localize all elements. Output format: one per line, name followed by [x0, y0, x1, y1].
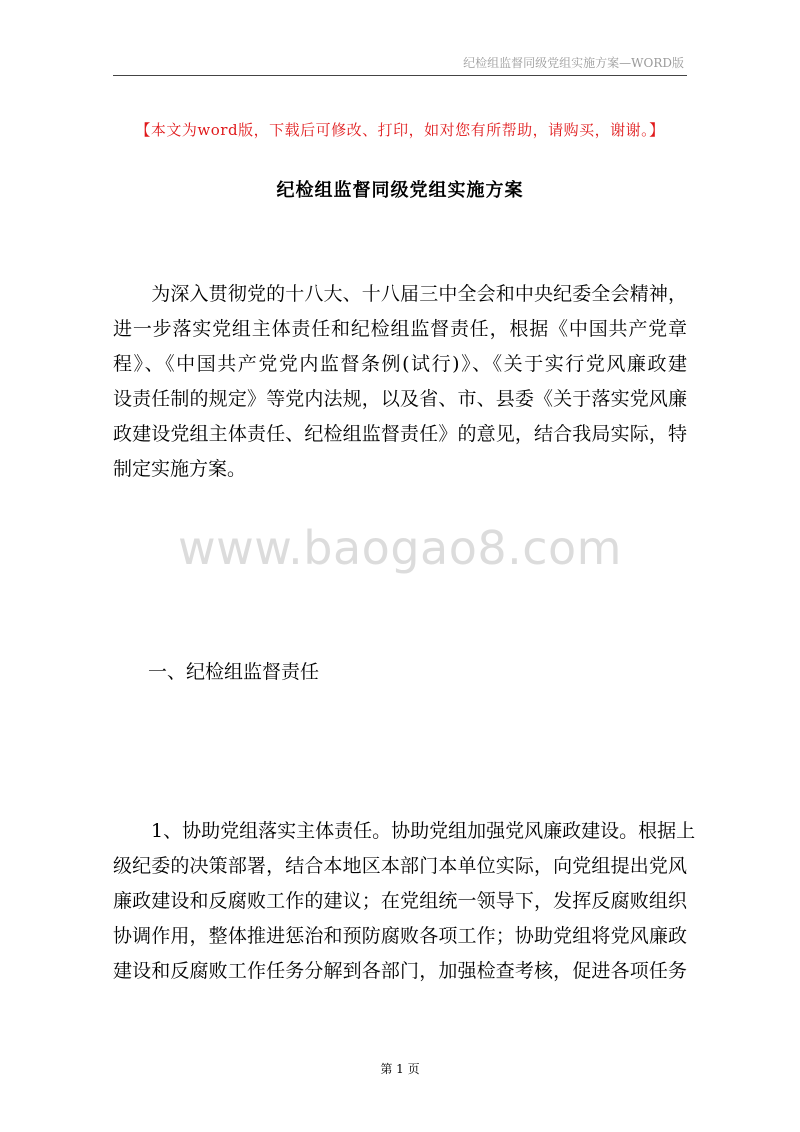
document-title: 纪检组监督同级党组实施方案 — [276, 180, 524, 201]
intro-paragraph — [113, 277, 687, 487]
section-heading: 一、纪检组监督责任 — [148, 661, 320, 683]
paragraph-line: 廉政建设和反腐败工作的建议；在党组统一领导下，发挥反腐败组织 — [113, 890, 687, 912]
paragraph-line: 设责任制的规定》等党内法规，以及省、市、县委《关于落实党风廉 — [113, 388, 687, 410]
paragraph-line: 程》、《中国共产党党内监督条例(试行)》、《关于实行党风廉政建 — [113, 353, 687, 375]
paragraph-line: 建设和反腐败工作任务分解到各部门，加强检查考核，促进各项任务 — [113, 960, 687, 982]
body-paragraph — [113, 814, 696, 989]
paragraph-line: 制定实施方案。 — [113, 458, 247, 480]
watermark: www.baogao8.com — [178, 521, 622, 575]
page-number: 第 1 页 — [380, 1062, 420, 1076]
header-divider — [113, 75, 687, 76]
running-header: 纪检组监督同级党组实施方案—WORD版 — [463, 56, 684, 70]
paragraph-line: 级纪委的决策部署，结合本地区本部门本单位实际，向党组提出党风 — [113, 855, 687, 877]
paragraph-line: 进一步落实党组主体责任和纪检组监督责任，根据《中国共产党章 — [113, 318, 687, 340]
paragraph-line: 政建设党组主体责任、纪检组监督责任》的意见，结合我局实际，特 — [113, 423, 687, 445]
download-notice: 【本文为word版，下载后可修改、打印，如对您有所帮助，请购买，谢谢。】 — [135, 121, 665, 139]
paragraph-line: 为深入贯彻党的十八大、十八届三中全会和中央纪委全会精神， — [113, 283, 687, 305]
paragraph-line: 1、协助党组落实主体责任。协助党组加强党风廉政建设。根据上 — [113, 820, 696, 842]
paragraph-line: 协调作用，整体推进惩治和预防腐败各项工作；协助党组将党风廉政 — [113, 925, 687, 947]
